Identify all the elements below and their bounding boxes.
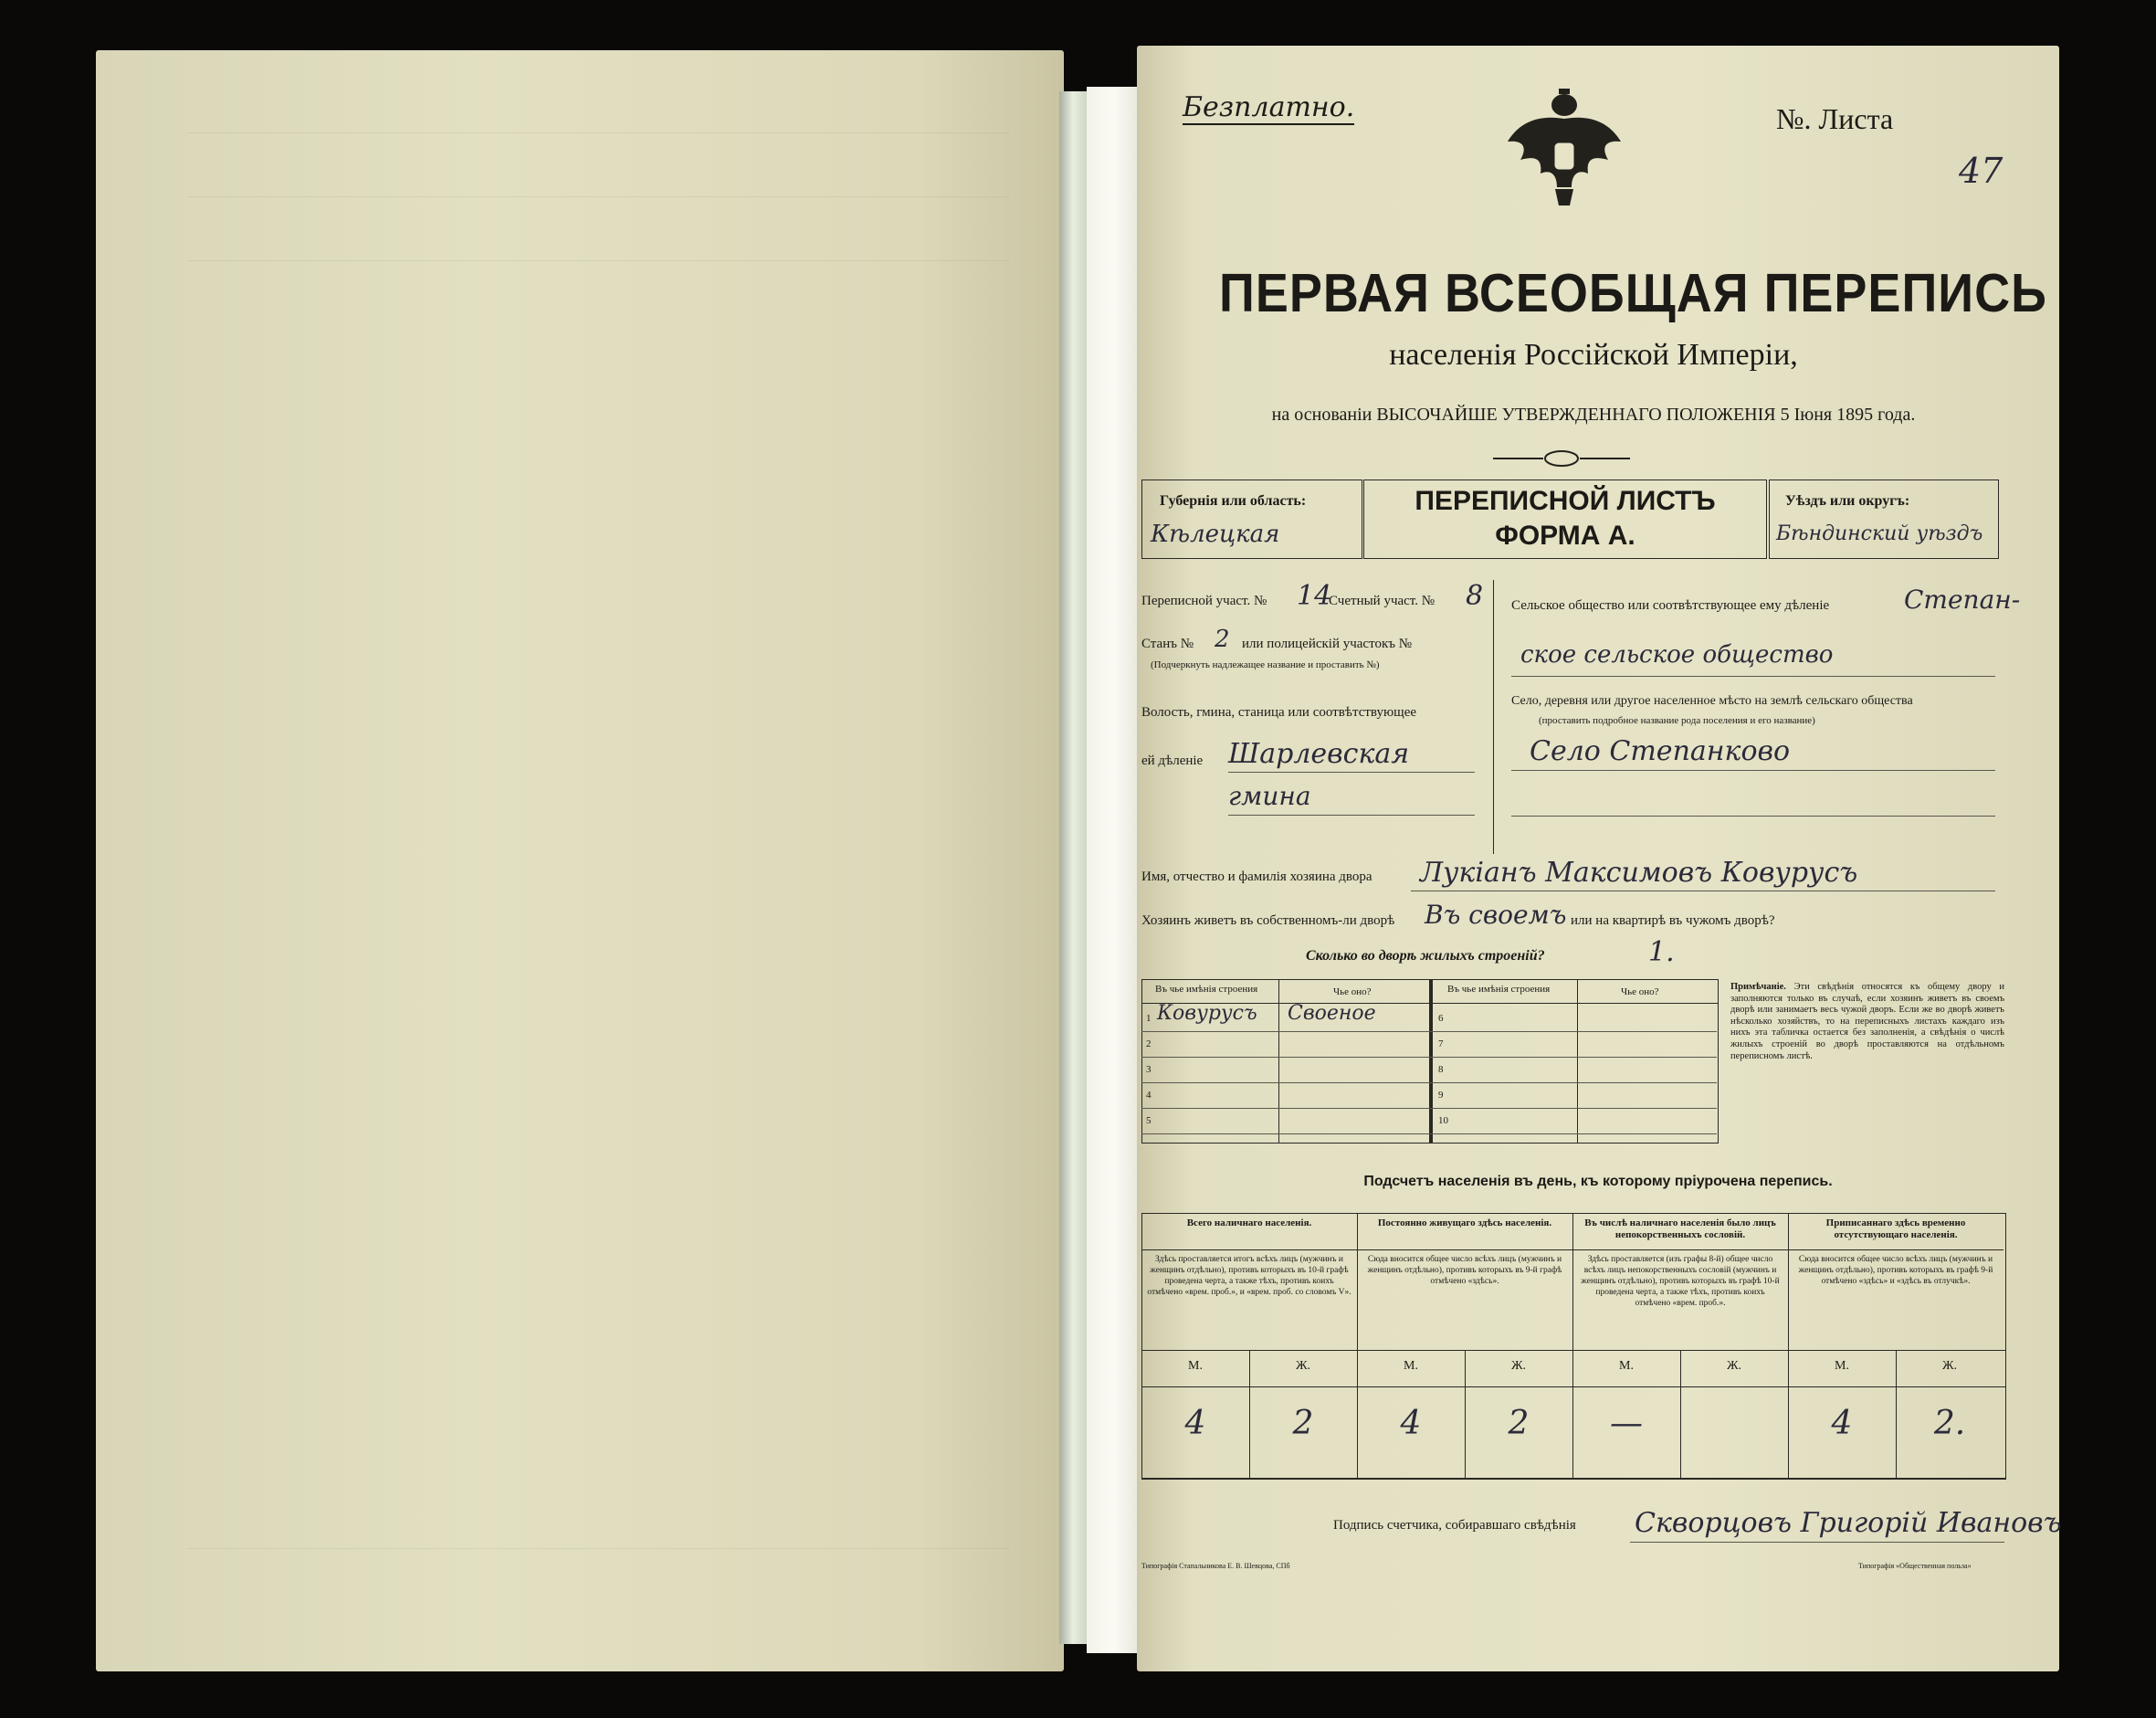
village-value: Село Степанково: [1530, 735, 1791, 767]
owner-lives-label: Хозяинъ живетъ въ собственномъ-ли дворѣ: [1141, 913, 1395, 928]
underline-note: (Подчеркнуть надлежащее название и проставить №): [1151, 659, 1380, 670]
police-district-label: или полицейскій участокъ №: [1242, 637, 1413, 651]
volost-underline-2: [1228, 815, 1475, 816]
sheet-type-title: ПЕРЕПИСНОЙ ЛИСТЪ: [1415, 486, 1716, 516]
building-row-number: 3: [1146, 1064, 1152, 1075]
imperial-eagle-emblem: [1500, 87, 1628, 210]
left-blank-page: [96, 50, 1064, 1671]
tally-m-value: 4: [1831, 1405, 1853, 1442]
volost-label-cont: ей дѣленіе: [1141, 754, 1204, 768]
buildings-col-name-head: Въ чье имѣнія строения: [1155, 984, 1258, 995]
building-row-number: 5: [1146, 1115, 1152, 1126]
volost-underline: [1228, 772, 1475, 773]
society-value-2: ское сельское общество: [1520, 641, 1834, 669]
buildings-table-col: [1278, 979, 1279, 1144]
census-district-value: 14: [1297, 580, 1332, 612]
tally-m-head: М.: [1619, 1359, 1634, 1373]
ornament-divider: [1493, 448, 1630, 469]
stan-label: Станъ №: [1141, 637, 1194, 651]
society-underline: [1511, 676, 1995, 677]
tally-col-head: Въ числѣ наличнаго населенія было лицъ непокорственныхъ сословій.: [1584, 1217, 1776, 1240]
tally-m-value: —: [1610, 1405, 1643, 1442]
tally-col-desc: Здѣсь проставляется итогъ всѣхъ лицъ (мужчинъ и женщинъ отдѣльно), противъ которыхъ въ 10-й графѣ проведена черта, а также тѣхъ, противъ коихъ отмѣчено «врем. проб.», и «врем. проб. со словомъ V».: [1147, 1255, 1351, 1297]
tally-m-head: М.: [1188, 1359, 1203, 1373]
binding-strip: [1059, 91, 1087, 1644]
tally-col-desc: Сюда вносится общее число всѣхъ лицъ (мужчинъ и женщинъ отдѣльно), противъ которыхъ въ графѣ 9-й отмѣчено «здѣсь» и «здѣсь въ отлучкѣ».: [1798, 1255, 1993, 1286]
sheet-number-value: 47: [1959, 151, 2004, 191]
buildings-note-text: Эти свѣдѣнія относятся къ общему двору и заполняются только въ случаѣ, если хозяинъ живетъ въ своемъ дворѣ или занимаетъ весь чужой дворъ. Если же во дворѣ живетъ нѣсколько хозяйствъ, то на переписныхъ листахъ каждаго изъ нихъ эта табличка остается без заполненія, а свѣдѣнія о числѣ жилыхъ строеній во дворѣ проставляются на отдѣльномъ переписномъ листѣ.: [1730, 982, 2004, 1061]
building-row-rule: [1141, 1108, 1717, 1109]
tally-row-rule-1: [1141, 1350, 2006, 1351]
volost-value-2: гмина: [1228, 781, 1311, 811]
tally-zh-value: 2.: [1933, 1405, 1966, 1442]
gubernia-label: Губернія или область:: [1160, 493, 1307, 509]
building-row-number: 9: [1438, 1090, 1444, 1101]
tally-col-desc: Сюда вносится общее число всѣхъ лицъ (мужчинъ и женщинъ отдѣльно), противъ которыхъ въ 9-й графѣ отмѣчено «здѣсь».: [1367, 1255, 1562, 1286]
buildings-col-name-head-2: Въ чье имѣнія строения: [1447, 984, 1551, 995]
tally-col-head: Постоянно живущаго здѣсь населенія.: [1377, 1217, 1552, 1228]
census-district-label: Переписной участ. №: [1141, 594, 1267, 608]
buildings-count-value: 1.: [1648, 936, 1675, 968]
buildings-note: [1730, 982, 2004, 1062]
census-form-page: [1137, 46, 2062, 1671]
tally-zh-head: Ж.: [1726, 1359, 1742, 1373]
tally-col-head: Всего наличнаго населенія.: [1186, 1217, 1312, 1228]
paper-tab-strip: [1087, 87, 1141, 1653]
tally-zh-head: Ж.: [1941, 1359, 1958, 1373]
tally-zh-head: Ж.: [1295, 1359, 1311, 1373]
printer-right: Типографія «Общественная польза»: [1858, 1562, 1972, 1570]
volost-value: Шарлевская: [1228, 738, 1410, 770]
signature-label: Подпись счетчика, собиравшаго свѣдѣнія: [1333, 1518, 1576, 1533]
form-letter: ФОРМА А.: [1495, 521, 1635, 551]
printer-left: Типографія Стапальникова Е. В. Шевцова, СПб: [1141, 1562, 1290, 1570]
buildings-table-col-2: [1577, 979, 1578, 1144]
fields-divider: [1493, 580, 1494, 854]
signature-value: Скворцовъ Григорій Ивановъ: [1635, 1507, 2062, 1539]
uezd-box: [1769, 480, 1999, 559]
tally-head-rule: [1788, 1249, 2004, 1250]
owner-lives-value: Въ своемъ: [1425, 900, 1567, 930]
owner-name-value: Лукіанъ Максимовъ Ковурусъ: [1420, 857, 1858, 889]
buildings-note-title: Примѣчаніе.: [1730, 982, 1786, 992]
free-label: Безплатно.: [1183, 91, 1355, 123]
tally-col-desc: Здѣсь проставляется (изъ графы 8-й) общее число всѣхъ лицъ непокорственныхъ сословій (мужчинъ и женщинъ отдѣльно), противъ которыхъ въ графѣ 10-й проведена черта, а также тѣхъ, противъ коихъ отмѣчено «врем. проб.».: [1581, 1255, 1780, 1308]
tally-row-rule-2: [1141, 1386, 2006, 1387]
tally-col-head: Приписаннаго здѣсь временно отсутствующаго населенія.: [1825, 1217, 1966, 1240]
counting-district-value: 8: [1466, 580, 1484, 612]
form-subtitle: населенія Россійской Имперіи,: [1389, 338, 1798, 372]
tally-zh-head: Ж.: [1510, 1359, 1527, 1373]
building-row-number: 4: [1146, 1090, 1152, 1101]
tally-head-rule: [1357, 1249, 1572, 1250]
village-underline: [1511, 770, 1995, 771]
building-row-number: 7: [1438, 1038, 1444, 1049]
buildings-table-mid: [1429, 979, 1433, 1144]
counting-district-label: Счетный участ. №: [1329, 594, 1436, 608]
tally-zh-value: 2: [1508, 1405, 1530, 1442]
tally-m-value: 4: [1400, 1405, 1422, 1442]
form-basis: на основаніи ВЫСОЧАЙШЕ УТВЕРЖДЕННАГО ПОЛОЖЕНІЯ 5 Іюня 1895 года.: [1271, 405, 1916, 425]
or-apartment-label: или на квартирѣ въ чужомъ дворѣ?: [1571, 913, 1775, 928]
tally-m-head: М.: [1404, 1359, 1418, 1373]
building-row-number: 1: [1146, 1013, 1152, 1024]
society-label: Сельское общество или соотвѣтствующее ему дѣленіе: [1511, 598, 1830, 613]
uezd-value: Бѣндинский уѣздъ: [1776, 522, 1983, 545]
tally-title: Подсчетъ населенія въ день, къ которому пріурочена перепись.: [1363, 1174, 1833, 1189]
signature-underline: [1630, 1542, 2004, 1543]
building-row-whose: Своеное: [1288, 1002, 1376, 1025]
footer-rule: [1141, 1478, 2006, 1480]
uezd-label: Уѣздъ или округъ:: [1785, 493, 1910, 509]
building-row-rule: [1141, 1031, 1717, 1032]
tally-m-head: М.: [1835, 1359, 1849, 1373]
building-row-number: 10: [1438, 1115, 1448, 1126]
tally-zh-value: 2: [1292, 1405, 1314, 1442]
tally-head-rule: [1572, 1249, 1788, 1250]
stan-value: 2: [1215, 626, 1230, 653]
sheet-number-label: №. Листа: [1776, 102, 1894, 135]
tally-m-value: 4: [1184, 1405, 1206, 1442]
gubernia-value: Кѣлецкая: [1151, 521, 1280, 548]
buildings-col-whose-head: Чье оно?: [1333, 986, 1372, 997]
village-note: (проставить подробное название рода поселения и его название): [1539, 715, 1815, 726]
form-title: ПЕРВАЯ ВСЕОБЩАЯ ПЕРЕПИСЬ: [1219, 263, 2047, 323]
buildings-col-whose-head-2: Чье оно?: [1621, 986, 1659, 997]
society-value: Степан-: [1904, 585, 2021, 615]
building-row-number: 6: [1438, 1013, 1444, 1024]
building-row-number: 2: [1146, 1038, 1152, 1049]
building-row-rule: [1141, 1133, 1717, 1134]
buildings-count-label: Сколько во дворѣ жилыхъ строеній?: [1306, 948, 1545, 964]
building-row-number: 8: [1438, 1064, 1444, 1075]
village-label: Село, деревня или другое населенное мѣсто на землѣ сельскаго общества: [1511, 694, 1913, 708]
building-row-rule: [1141, 1057, 1717, 1058]
owner-name-label: Имя, отчество и фамилія хозяина двора: [1141, 870, 1372, 884]
building-row-name: Ковурусъ: [1157, 1002, 1257, 1025]
volost-label: Волость, гмина, станица или соотвѣтствующее: [1141, 705, 1417, 720]
tally-head-rule: [1141, 1249, 1357, 1250]
building-row-rule: [1141, 1082, 1717, 1083]
village-underline-2: [1511, 816, 1995, 817]
